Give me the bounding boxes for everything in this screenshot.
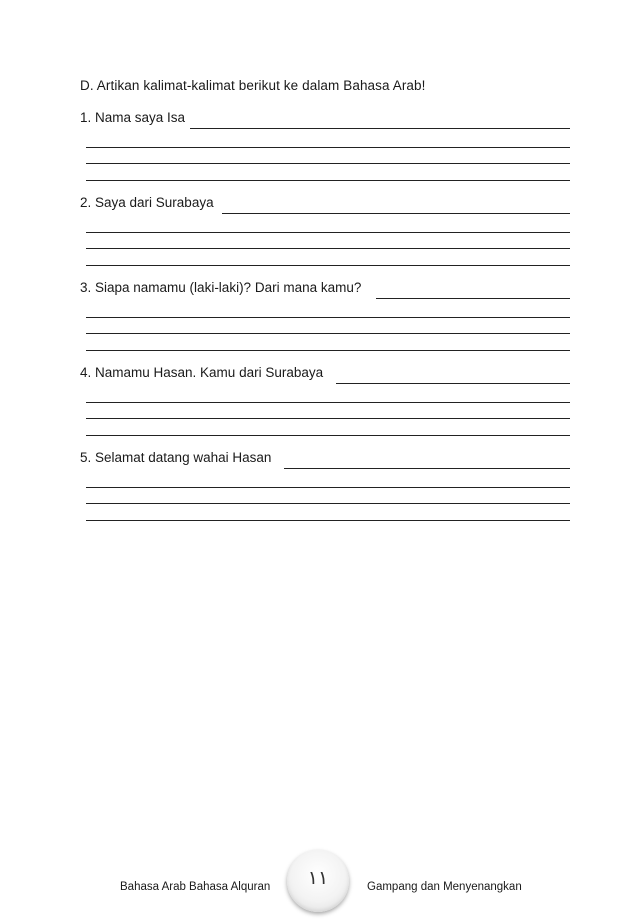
answer-line	[86, 248, 570, 249]
answer-line	[86, 163, 570, 164]
answer-line	[86, 435, 570, 436]
question-text: 5. Selamat datang wahai Hasan	[80, 450, 272, 465]
answer-line	[86, 333, 570, 334]
answer-line	[86, 487, 570, 488]
page-number-badge	[287, 850, 349, 912]
footer-tagline: Gampang dan Menyenangkan	[367, 881, 522, 893]
answer-line	[376, 298, 570, 299]
page-number: ١١	[307, 867, 329, 889]
answer-line	[86, 147, 570, 148]
section-heading: D. Artikan kalimat-kalimat berikut ke dalam Bahasa Arab!	[80, 78, 426, 93]
answer-line	[222, 213, 570, 214]
question-text: 1. Nama saya Isa	[80, 110, 186, 125]
answer-line	[86, 232, 570, 233]
answer-line	[86, 520, 570, 521]
question-text: 3. Siapa namamu (laki-laki)? Dari mana kamu?	[80, 280, 362, 295]
answer-line	[86, 418, 570, 419]
answer-line	[336, 383, 570, 384]
answer-line	[86, 402, 570, 403]
answer-line	[86, 317, 570, 318]
question-text: 4. Namamu Hasan. Kamu dari Surabaya	[80, 365, 324, 380]
answer-line	[284, 468, 570, 469]
answer-line	[86, 503, 570, 504]
footer-book-title: Bahasa Arab Bahasa Alquran	[120, 881, 271, 893]
answer-line	[86, 350, 570, 351]
answer-line	[86, 180, 570, 181]
answer-line	[86, 265, 570, 266]
answer-line	[190, 128, 570, 129]
question-text: 2. Saya dari Surabaya	[80, 195, 214, 210]
